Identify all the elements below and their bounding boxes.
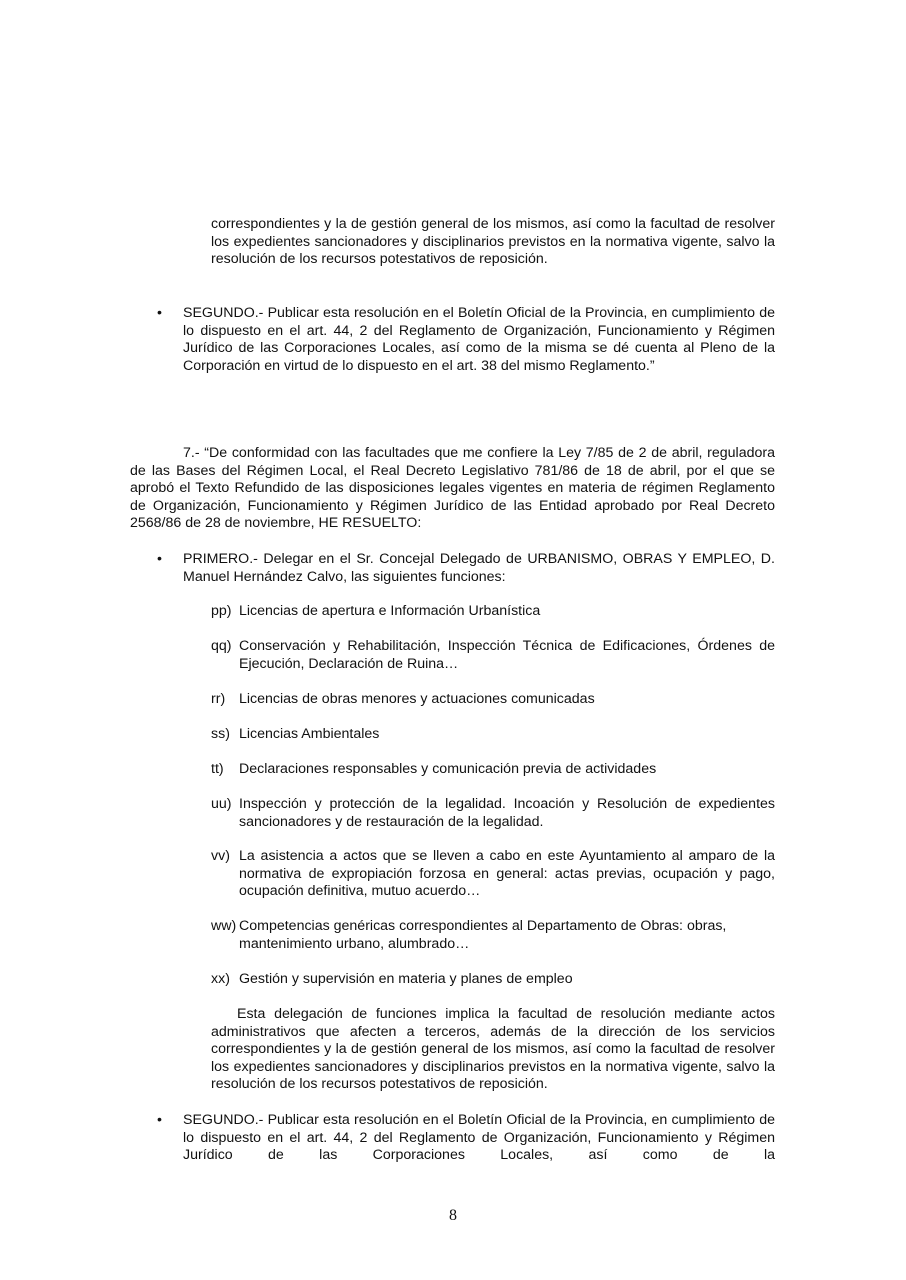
list-item: [211, 726, 775, 744]
item-label: uu): [211, 796, 232, 812]
item-label: pp): [211, 603, 232, 619]
list-item: [211, 603, 775, 621]
item-text: Conservación y Rehabilitación, Inspección Técnica de Edificaciones, Órdenes de Ejecución, Declaración de Ruina…: [239, 638, 775, 672]
list-item: [211, 848, 775, 901]
item-label: xx): [211, 971, 230, 987]
bullet-icon: •: [157, 305, 162, 321]
primero-text: PRIMERO.- Delegar en el Sr. Concejal Delegado de URBANISMO, OBRAS Y EMPLEO, D. Manuel Hernández Calvo, las siguientes funciones:: [183, 551, 775, 585]
list-item: [211, 796, 775, 831]
continuation-paragraph: correspondientes y la de gestión general de los mismos, así como la facultad de resolver los expedientes sancionadores y disciplinarios previstos en la normativa vigente, salvo la resolución de los recursos potestativos de reposición.: [211, 216, 775, 267]
item-label: qq): [211, 638, 232, 654]
item-text: Competencias genéricas correspondientes al Departamento de Obras: obras, mantenimiento urbano, alumbrado…: [239, 918, 727, 952]
page-number: 8: [449, 1207, 457, 1224]
list-item: [211, 638, 775, 673]
list-item: [211, 691, 775, 709]
item-label: vv): [211, 848, 230, 864]
list-item: [211, 918, 775, 953]
item-label: rr): [211, 691, 226, 707]
bullet-icon: •: [157, 1112, 162, 1128]
item-text: Declaraciones responsables y comunicación previa de actividades: [239, 761, 657, 777]
item-label: ww): [211, 918, 237, 934]
item-text: La asistencia a actos que se lleven a cabo en este Ayuntamiento al amparo de la normativa de expropiación forzosa en general: actas previas, ocupación y pago, ocupación definitiva, mutuo acuerdo…: [239, 848, 775, 899]
segundo-text: SEGUNDO.- Publicar esta resolución en el Boletín Oficial de la Provincia, en cumplimiento de lo dispuesto en el art. 44, 2 del Reglamento de Organización, Funcionamiento y Régimen Jurídico de las Corporaciones Locales, así como de la misma se dé cuenta al Pleno de la Corporación en virtud de lo dispuesto en el art. 38 del mismo Reglamento.”: [183, 305, 775, 374]
item-text: Licencias Ambientales: [239, 726, 380, 742]
list-item: [211, 761, 775, 779]
item-label: ss): [211, 726, 230, 742]
list-item: [211, 971, 775, 989]
item-text: Licencias de obras menores y actuaciones comunicadas: [239, 691, 595, 707]
segundo-text: SEGUNDO.- Publicar esta resolución en el Boletín Oficial de la Provincia, en cumplimiento de lo dispuesto en el art. 44, 2 del Reglamento de Organización, Funcionamiento y Régimen Jurídico de las Corporaciones Locales, así como de la: [183, 1112, 775, 1163]
item-text: Inspección y protección de la legalidad. Incoación y Resolución de expedientes sancionadores y de restauración de la legalidad.: [239, 796, 775, 830]
delegation-paragraph: Esta delegación de funciones implica la facultad de resolución mediante actos administrativos que afecten a terceros, además de la dirección de los servicios correspondientes y la de gestión general de los mismos, así como la facultad de resolver los expedientes sancionadores y disciplinarios previstos en la normativa vigente, salvo la resolución de los recursos potestativos de reposición.: [211, 1006, 775, 1092]
item-label: tt): [211, 761, 224, 777]
item-text: Gestión y supervisión en materia y planes de empleo: [239, 971, 573, 987]
item-text: Licencias de apertura e Información Urbanística: [239, 603, 541, 619]
section-7-intro: 7.- “De conformidad con las facultades que me confiere la Ley 7/85 de 2 de abril, reguladora de las Bases del Régimen Local, el Real Decreto Legislativo 781/86 de 18 de abril, por el que se aprobó el Texto Refundido de las disposiciones legales vigentes en materia de régimen Reglamento de Organización, Funcionamiento y Régimen Jurídico de las Entidad aprobado por Real Decreto 2568/86 de 28 de noviembre, HE RESUELTO:: [130, 445, 775, 531]
bullet-icon: •: [157, 551, 162, 567]
